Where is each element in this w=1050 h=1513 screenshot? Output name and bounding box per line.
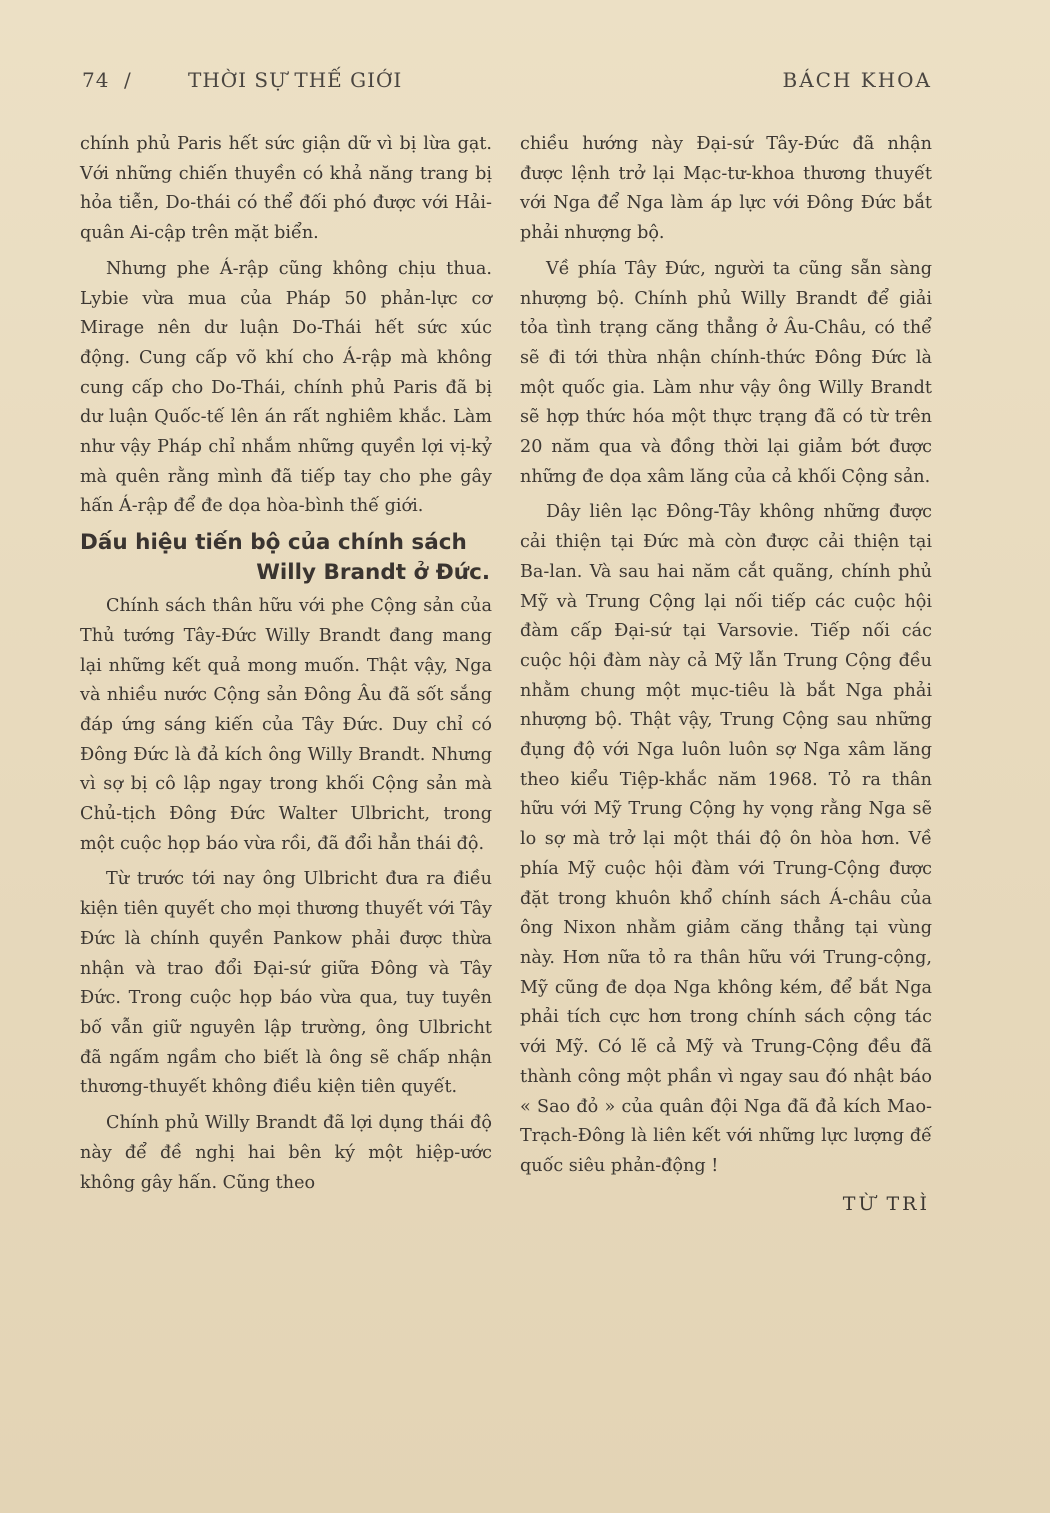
- paragraph: Chính phủ Willy Brandt đã lợi dụng thái độ này để đề nghị hai bên ký một hiệp-ước không gây hấn. Cũng theo: [80, 1113, 492, 1193]
- article-heading: [80, 528, 492, 588]
- heading-line: Willy Brandt ở Đức.: [256, 560, 490, 586]
- paragraph: Từ trước tới nay ông Ulbricht đưa ra điều kiện tiên quyết cho mọi thương thuyết với Tây Đức là chính quyền Pankow phải được thừa nhận và trao đổi Đại-sứ giữa Đông và Tây Đức. Trong cuộc họp báo vừa qua, tuy tuyên bố vẫn giữ nguyên lập trường, ông Ulbricht đã ngấm ngầm cho biết là ông sẽ chấp nhận thương-thuyết không điều kiện tiên quyết.: [80, 869, 492, 1098]
- page-header: [80, 68, 932, 98]
- paragraph: chiều hướng này Đại-sứ Tây-Đức đã nhận được lệnh trở lại Mạc-tư-khoa thương thuyết với Nga để Nga làm áp lực với Đông Đức bắt phải nhượng bộ.: [520, 134, 932, 244]
- paragraph: chính phủ Paris hết sức giận dữ vì bị lừa gạt. Với những chiến thuyền có khả năng trang bị hỏa tiễn, Do-thái có thể đối phó được với Hải-quân Ai-cập trên mặt biển.: [80, 134, 492, 244]
- magazine-name: BÁCH KHOA: [782, 68, 932, 92]
- header-separator: /: [124, 68, 132, 92]
- paragraph: Chính sách thân hữu với phe Cộng sản của Thủ tướng Tây-Đức Willy Brandt đang mang lại những kết quả mong muốn. Thật vậy, Nga và nhiều nước Cộng sản Đông Âu đã sốt sắng đáp ứng sáng kiến của Tây Đức. Duy chỉ có Đông Đức là đả kích ông Willy Brandt. Nhưng vì sợ bị cô lập ngay trong khối Cộng sản mà Chủ-tịch Đông Đức Walter Ulbricht, trong một cuộc họp báo vừa rồi, đã đổi hẳn thái độ.: [80, 596, 492, 854]
- paragraph: Nhưng phe Á-rập cũng không chịu thua. Lybie vừa mua của Pháp 50 phản-lực cơ Mirage nên dư luận Do-Thái hết sức xúc động. Cung cấp võ khí cho Á-rập mà không cung cấp cho Do-Thái, chính phủ Paris đã bị dư luận Quốc-tế lên án rất nghiêm khắc. Làm như vậy Pháp chỉ nhắm những quyền lợi vị-kỷ mà quên rằng mình đã tiếp tay cho phe gây hấn Á-rập để đe dọa hòa-bình thế giới.: [80, 258, 492, 517]
- section-title: THỜI SỰ THẾ GIỚI: [188, 68, 403, 92]
- right-column: [520, 130, 932, 1219]
- paragraph: Dây liên lạc Đông-Tây không những được cải thiện tại Đức mà còn được cải thiện tại Ba-lan. Và sau hai năm cắt quãng, chính phủ Mỹ và Trung Cộng lại nối tiếp các cuộc hội đàm cấp Đại-sứ tại Varsovie. Tiếp nối các cuộc hội đàm này cả Mỹ lẫn Trung Cộng đều nhằm chung một mục-tiêu là bắt Nga phải nhượng bộ. Thật vậy, Trung Cộng sau những đụng độ với Nga luôn luôn sợ Nga xâm lăng theo kiểu Tiệp-khắc năm 1968. Tỏ ra thân hữu với Mỹ Trung Cộng hy vọng rằng Nga sẽ lo sợ mà trở lại một thái độ ôn hòa hơn. Về phía Mỹ cuộc hội đàm với Trung-Cộng được đặt trong khuôn khổ chính sách Á-châu của ông Nixon nhằm giảm căng thẳng tại vùng này. Hơn nữa tỏ ra thân hữu với Trung-cộng, Mỹ cũng đe dọa Nga không kém, để bắt Nga phải tích cực hơn trong chính sách cộng tác với Mỹ. Có lẽ cả Mỹ và Trung-Cộng đều đã thành công một phần vì ngay sau đó nhật báo « Sao đỏ » của quân đội Nga đã đả kích Mao-Trạch-Đông là liên kết với những lực lượng đế quốc siêu phản-động !: [520, 502, 932, 1176]
- page-number: 74: [82, 68, 110, 92]
- heading-line: Dấu hiệu tiến bộ của chính sách: [80, 530, 467, 556]
- author-signature: TỪ TRÌ: [842, 1192, 930, 1215]
- paragraph: Về phía Tây Đức, người ta cũng sẵn sàng nhượng bộ. Chính phủ Willy Brandt để giải tỏa tình trạng căng thẳng ở Âu-Châu, có thể sẽ đi tới thừa nhận chính-thức Đông Đức là một quốc gia. Làm như vậy ông Willy Brandt sẽ hợp thức hóa một thực trạng đã có từ trên 20 năm qua và đồng thời lại giảm bớt được những đe dọa xâm lăng của cả khối Cộng sản.: [520, 258, 932, 487]
- left-column: [80, 130, 492, 1204]
